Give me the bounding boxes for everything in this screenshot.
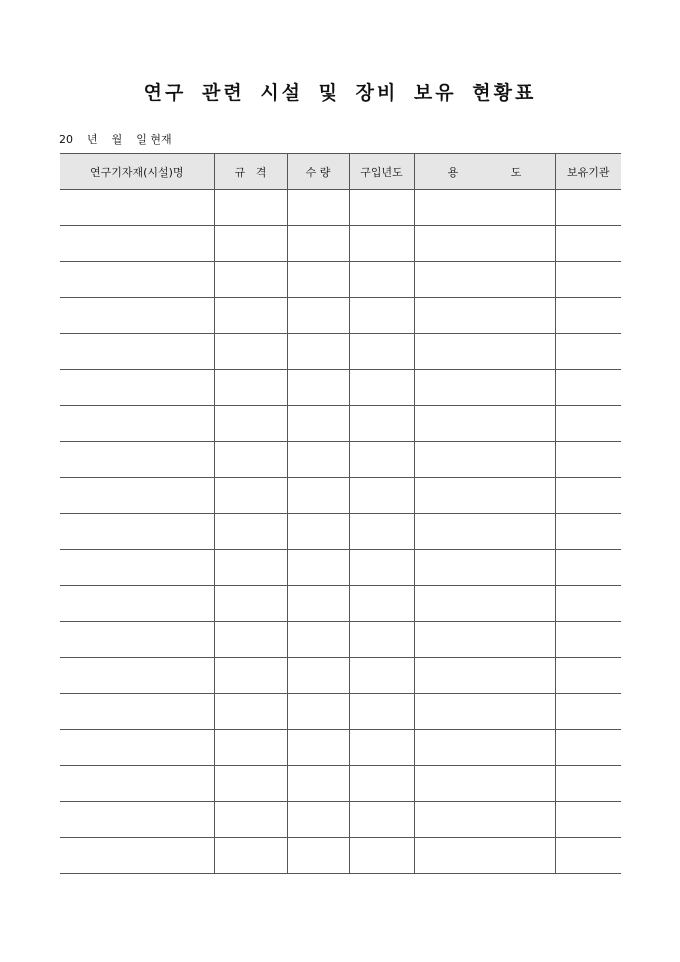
table-cell[interactable] <box>414 514 555 550</box>
table-cell[interactable] <box>349 478 414 514</box>
table-cell[interactable] <box>555 658 621 694</box>
table-cell[interactable] <box>349 262 414 298</box>
header-purchase-year: 구입년도 <box>349 154 414 190</box>
table-cell[interactable] <box>214 226 287 262</box>
table-cell[interactable] <box>555 298 621 334</box>
table-row <box>60 442 621 478</box>
table-cell[interactable] <box>349 226 414 262</box>
header-quantity: 수 량 <box>287 154 349 190</box>
table-row <box>60 730 621 766</box>
table-cell[interactable] <box>555 262 621 298</box>
table-cell[interactable] <box>349 190 414 226</box>
table-row <box>60 586 621 622</box>
table-cell[interactable] <box>214 478 287 514</box>
table-cell[interactable] <box>555 730 621 766</box>
table-row <box>60 298 621 334</box>
table-cell[interactable] <box>349 694 414 730</box>
table-cell[interactable] <box>60 190 214 226</box>
header-row <box>60 154 621 190</box>
table-cell[interactable] <box>414 550 555 586</box>
table-cell[interactable] <box>349 658 414 694</box>
table-row <box>60 694 621 730</box>
table-cell[interactable] <box>60 370 214 406</box>
table-cell[interactable] <box>214 550 287 586</box>
table-cell[interactable] <box>60 406 214 442</box>
table-row <box>60 802 621 838</box>
table-row <box>60 622 621 658</box>
table-cell[interactable] <box>349 406 414 442</box>
table-cell[interactable] <box>214 406 287 442</box>
table-cell[interactable] <box>414 658 555 694</box>
table-cell[interactable] <box>287 838 349 874</box>
table-body <box>60 190 621 874</box>
table-cell[interactable] <box>287 550 349 586</box>
table-cell[interactable] <box>555 802 621 838</box>
table-cell[interactable] <box>414 370 555 406</box>
table-cell[interactable] <box>414 694 555 730</box>
table-cell[interactable] <box>555 622 621 658</box>
table-cell[interactable] <box>349 802 414 838</box>
table-cell[interactable] <box>349 298 414 334</box>
table-cell[interactable] <box>287 730 349 766</box>
table-cell[interactable] <box>414 298 555 334</box>
table-cell[interactable] <box>414 442 555 478</box>
table-cell[interactable] <box>60 838 214 874</box>
table-cell[interactable] <box>555 442 621 478</box>
table-cell[interactable] <box>214 190 287 226</box>
table-row <box>60 766 621 802</box>
table-cell[interactable] <box>60 334 214 370</box>
table-cell[interactable] <box>60 802 214 838</box>
table-cell[interactable] <box>287 334 349 370</box>
header-purpose: 용 도 <box>414 154 555 190</box>
table-row <box>60 190 621 226</box>
table-row <box>60 406 621 442</box>
table-cell[interactable] <box>555 406 621 442</box>
table-cell[interactable] <box>414 334 555 370</box>
table-row <box>60 370 621 406</box>
table-cell[interactable] <box>414 622 555 658</box>
table-cell[interactable] <box>287 190 349 226</box>
as-of-date-line: 20 년 월 일 현재 <box>59 133 172 146</box>
table-cell[interactable] <box>287 694 349 730</box>
table-cell[interactable] <box>60 694 214 730</box>
table-cell[interactable] <box>414 802 555 838</box>
table-cell[interactable] <box>555 514 621 550</box>
table-cell[interactable] <box>414 478 555 514</box>
table-cell[interactable] <box>349 622 414 658</box>
table-cell[interactable] <box>287 658 349 694</box>
table-cell[interactable] <box>555 766 621 802</box>
table-cell[interactable] <box>60 514 214 550</box>
table-cell[interactable] <box>60 550 214 586</box>
table-cell[interactable] <box>60 442 214 478</box>
table-cell[interactable] <box>214 334 287 370</box>
table-cell[interactable] <box>214 622 287 658</box>
table-cell[interactable] <box>214 730 287 766</box>
table-cell[interactable] <box>214 514 287 550</box>
table-row <box>60 262 621 298</box>
table-cell[interactable] <box>60 298 214 334</box>
table-cell[interactable] <box>287 226 349 262</box>
table-cell[interactable] <box>287 586 349 622</box>
table-cell[interactable] <box>60 622 214 658</box>
table-cell[interactable] <box>555 694 621 730</box>
header-holding-institution: 보유기관 <box>555 154 621 190</box>
table-cell[interactable] <box>349 514 414 550</box>
table-cell[interactable] <box>214 442 287 478</box>
table-row <box>60 334 621 370</box>
table-cell[interactable] <box>60 730 214 766</box>
table-cell[interactable] <box>214 586 287 622</box>
table-cell[interactable] <box>60 226 214 262</box>
table-cell[interactable] <box>349 370 414 406</box>
table-cell[interactable] <box>287 406 349 442</box>
table-cell[interactable] <box>287 262 349 298</box>
table-row <box>60 838 621 874</box>
table-cell[interactable] <box>555 226 621 262</box>
table-cell[interactable] <box>287 622 349 658</box>
table-cell[interactable] <box>287 478 349 514</box>
table-cell[interactable] <box>555 334 621 370</box>
table-cell[interactable] <box>349 334 414 370</box>
table-cell[interactable] <box>214 802 287 838</box>
header-specification: 규 격 <box>214 154 287 190</box>
table-cell[interactable] <box>214 262 287 298</box>
table-row <box>60 226 621 262</box>
table-cell[interactable] <box>287 442 349 478</box>
table-cell[interactable] <box>60 586 214 622</box>
table-row <box>60 514 621 550</box>
table-cell[interactable] <box>414 838 555 874</box>
table-cell[interactable] <box>349 586 414 622</box>
table-row <box>60 478 621 514</box>
table-cell[interactable] <box>60 766 214 802</box>
table-cell[interactable] <box>555 838 621 874</box>
table-cell[interactable] <box>60 478 214 514</box>
table-cell[interactable] <box>214 658 287 694</box>
page-title: 연구 관련 시설 및 장비 보유 현황표 <box>143 82 537 104</box>
table-cell[interactable] <box>287 514 349 550</box>
table-cell[interactable] <box>287 298 349 334</box>
table-cell[interactable] <box>349 766 414 802</box>
table-cell[interactable] <box>287 370 349 406</box>
table-cell[interactable] <box>555 190 621 226</box>
table-cell[interactable] <box>555 586 621 622</box>
equipment-holdings-table <box>60 153 621 874</box>
table-cell[interactable] <box>414 262 555 298</box>
table-cell[interactable] <box>555 550 621 586</box>
table-cell[interactable] <box>214 370 287 406</box>
table-row <box>60 550 621 586</box>
table-cell[interactable] <box>414 586 555 622</box>
table-cell[interactable] <box>349 550 414 586</box>
table-cell[interactable] <box>414 190 555 226</box>
table-cell[interactable] <box>214 694 287 730</box>
table-cell[interactable] <box>349 838 414 874</box>
table-cell[interactable] <box>349 442 414 478</box>
table-cell[interactable] <box>414 766 555 802</box>
table-cell[interactable] <box>414 226 555 262</box>
table-cell[interactable] <box>287 802 349 838</box>
table-cell[interactable] <box>555 478 621 514</box>
table-cell[interactable] <box>60 262 214 298</box>
table-row <box>60 658 621 694</box>
table-cell[interactable] <box>414 730 555 766</box>
table-cell[interactable] <box>60 658 214 694</box>
table-cell[interactable] <box>287 766 349 802</box>
table-cell[interactable] <box>214 298 287 334</box>
table-cell[interactable] <box>555 370 621 406</box>
table-cell[interactable] <box>414 406 555 442</box>
header-equipment-name: 연구기자재(시설)명 <box>60 154 214 190</box>
table-cell[interactable] <box>214 766 287 802</box>
table-cell[interactable] <box>349 730 414 766</box>
table-cell[interactable] <box>214 838 287 874</box>
